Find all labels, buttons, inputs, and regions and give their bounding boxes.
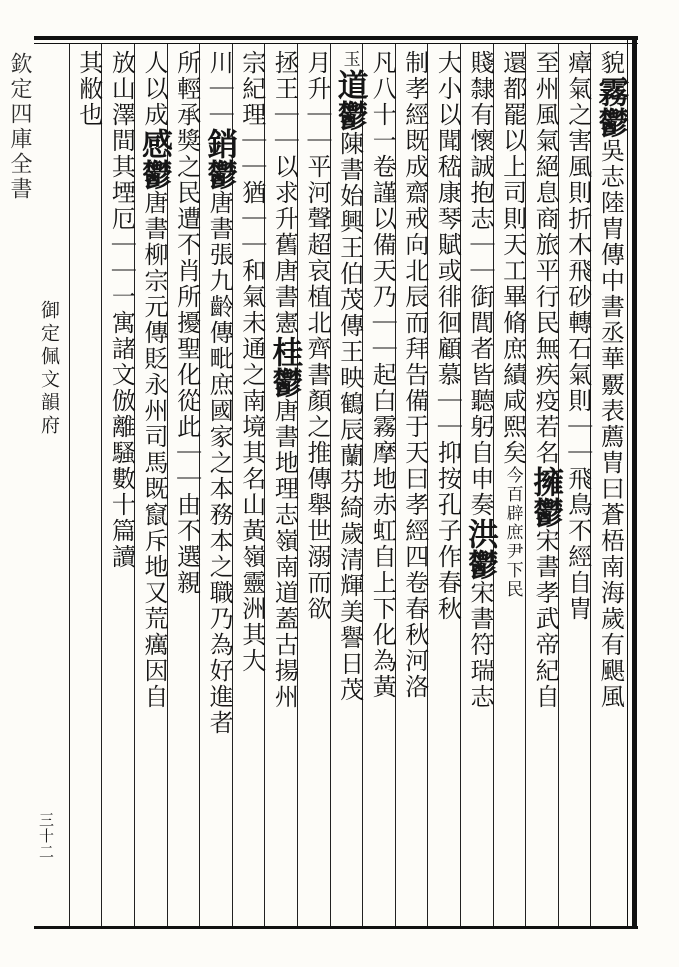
body-text: 唐書柳宗元傳貶永州司馬既竄斥地又荒癘因自 — [140, 190, 168, 710]
body-text: 宗紀理｜｜猶｜｜和氣未通 — [237, 50, 266, 362]
text-column — [463, 50, 497, 710]
body-text: 唐書張九齡傳毗庶國家之本務本之職乃為好進者 — [205, 190, 234, 736]
entry-headword: 洪鬱 — [462, 518, 498, 580]
entry-headword: 霧鬱 — [592, 76, 629, 138]
body-text: 其敝也 — [74, 50, 103, 128]
text-column — [398, 50, 432, 700]
text-column — [496, 50, 530, 599]
text-column — [170, 50, 204, 596]
text-column — [72, 50, 106, 128]
body-text: 至州風氣絕息商旅平行民無疾疫若名 — [531, 50, 560, 466]
body-text: 川｜｜ — [205, 50, 234, 128]
body-text: 制孝經既成齋戒向北辰而拜告備于天曰孝經四卷春秋河洛 — [400, 50, 429, 700]
text-column — [300, 50, 334, 622]
body-text: 凡八十一卷謹以備天乃｜｜起白霧摩地赤虹自上下化為黃 — [368, 50, 397, 700]
margin-book-subtitle — [36, 300, 63, 438]
entry-headword: 銷鬱 — [201, 128, 238, 190]
text-column — [365, 50, 399, 700]
body-text: 宋書孝武帝紀自 — [531, 528, 560, 710]
text-column — [137, 50, 171, 710]
entry-headword: 道鬱 — [331, 69, 368, 131]
body-text: 吳志陸胄傳中書丞華覈表薦胄曰蒼梧南海歲有颶風 — [596, 138, 625, 710]
body-text: 瘴氣之害風則折木飛砂轉石氣則｜｜飛鳥不經自胄 — [563, 50, 592, 622]
entry-headword: 擁鬱 — [527, 466, 564, 528]
body-text: 還都罷以上司則天工畢脩庶績咸熙矣 — [498, 50, 527, 466]
body-text: 月升｜｜平河聲超哀植北齊書顏之推傳舉世溺而欲 — [303, 50, 331, 622]
page-number: 三十二 — [37, 812, 55, 860]
body-text: 人以成 — [140, 50, 168, 128]
text-column — [333, 50, 367, 703]
body-text: 孔子作春秋 — [433, 492, 462, 622]
body-text: 之南境其名山黃嶺靈洲其大 — [237, 362, 266, 674]
column-divider — [69, 44, 70, 926]
text-column — [528, 50, 562, 710]
text-column — [593, 50, 627, 710]
text-column — [104, 50, 138, 570]
body-text: 陳書始興王伯茂傳王映鶴辰蘭芬綺歲清輝美譽日茂 — [335, 131, 364, 703]
top-border — [34, 36, 638, 40]
bottom-border — [34, 926, 638, 929]
right-border — [632, 36, 637, 929]
entry-headword: 感鬱 — [136, 128, 172, 190]
page-frame — [34, 36, 638, 932]
entry-headword: 桂鬱 — [266, 336, 303, 398]
annotation-text: 今百辟庶尹下民 — [502, 466, 523, 599]
text-column — [202, 50, 236, 736]
body-text: 拯王｜｜以求升舊唐書憲 — [270, 50, 299, 336]
book-title: 欽定四庫全書 — [7, 52, 32, 202]
book-subtitle: 御定佩文韻府 — [38, 300, 60, 438]
body-text: 放山澤間其堙厄｜｜一寓諸文倣離騷數十篇讀 — [107, 50, 136, 570]
text-column — [267, 50, 301, 710]
body-text: 所輕承獎之民遭不肖所擾聖化從此｜｜由不選親 — [172, 50, 201, 596]
body-text: 宋書符瑞志 — [466, 580, 494, 710]
text-column — [430, 50, 464, 622]
top-inner-border — [34, 43, 638, 44]
body-text: 貌 — [596, 50, 625, 76]
annotation-text: 玉 — [339, 50, 360, 69]
text-column — [561, 50, 595, 622]
body-text: 唐書地理志嶺南道蓋古揚州 — [270, 398, 299, 710]
text-column — [235, 50, 269, 674]
body-text: 大小以聞嵇康琴賦或徘徊顧慕｜｜抑按 — [433, 50, 462, 492]
column-divider — [101, 44, 102, 926]
body-text: 賤隸有懷誠抱志｜｜衘閭者皆聽躬自申奏 — [466, 50, 494, 518]
margin-book-title — [4, 52, 35, 202]
